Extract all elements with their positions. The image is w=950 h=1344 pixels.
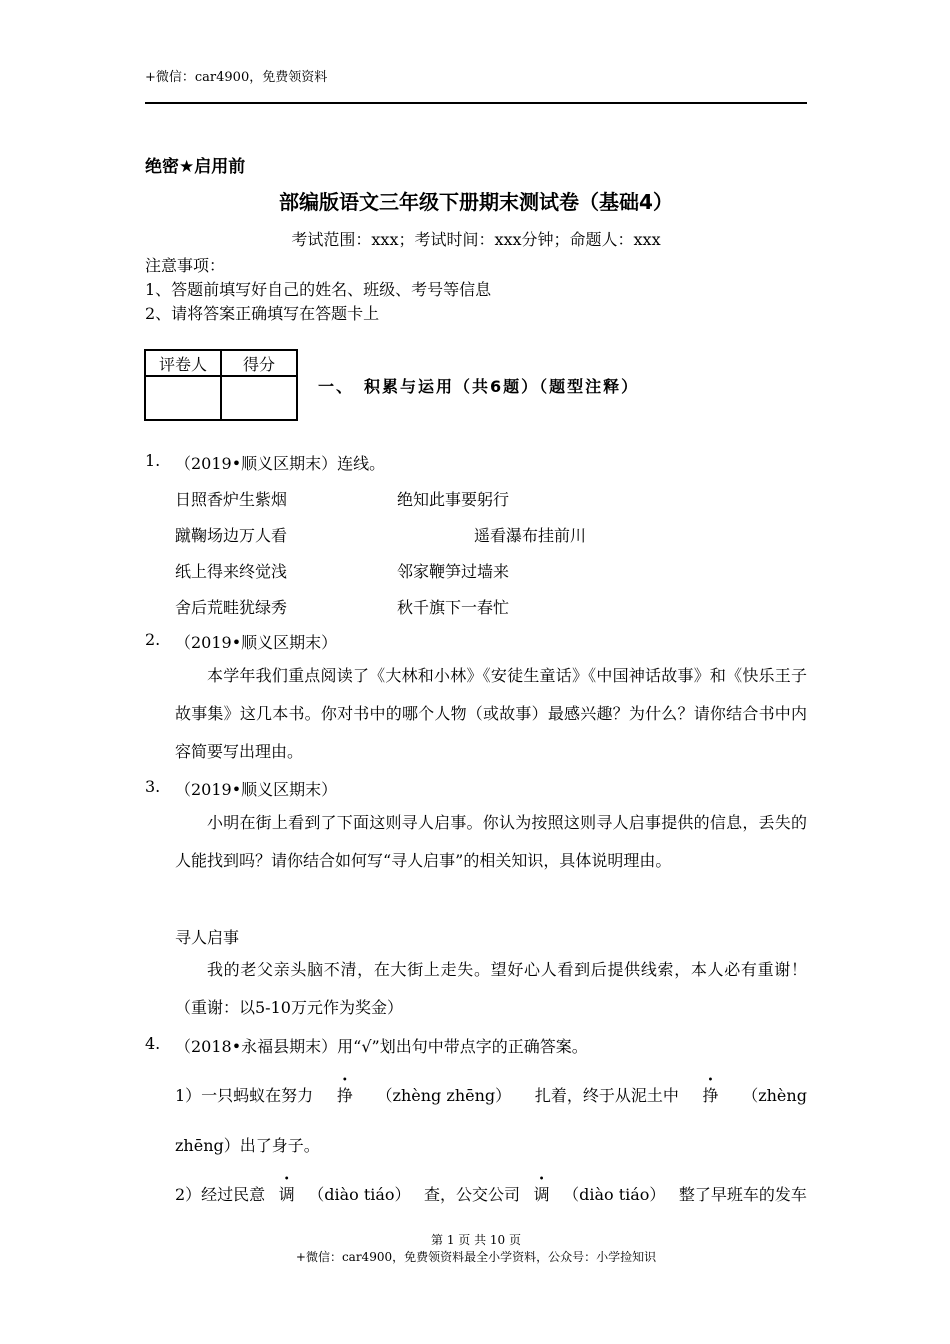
answer-options[interactable]: （zhèng zhēng） bbox=[376, 1086, 512, 1105]
q4-item2-suffix: 整了早班车的发车 bbox=[678, 1185, 807, 1204]
q4-item1-line2[interactable]: zhēng）出了身子。 bbox=[175, 1136, 320, 1155]
question-stem: （2019•顺义区期末） bbox=[175, 780, 338, 799]
emphasized-char: • 挣 bbox=[702, 1075, 719, 1105]
question-number: 3. bbox=[145, 777, 161, 796]
q4-item2-middle: 查，公交公司 bbox=[424, 1185, 521, 1204]
q4-item-1 bbox=[175, 1075, 807, 1106]
page-number: 第 1 页 共 10 页 bbox=[431, 1233, 521, 1247]
emphasis-dot-icon: • bbox=[707, 1075, 714, 1086]
answer-options[interactable]: （diào tiáo） bbox=[308, 1185, 411, 1204]
match-left-item: 纸上得来终觉浅 bbox=[175, 562, 288, 581]
match-right-item: 绝知此事要躬行 bbox=[397, 490, 510, 509]
match-left-item: 日照香炉生紫烟 bbox=[175, 490, 288, 509]
emphasized-char: • 挣 bbox=[336, 1075, 353, 1105]
exam-subtitle: 考试范围：xxx；考试时间：xxx分钟；命题人：xxx bbox=[291, 230, 661, 249]
score-table bbox=[144, 349, 298, 421]
match-left-item: 舍后荒畦犹绿秀 bbox=[175, 598, 288, 617]
q4-item-2 bbox=[175, 1174, 807, 1205]
question-body: 本学年我们重点阅读了《大林和小林》《安徒生童话》《中国神话故事》和《快乐王子故事集》这几本书。你对书中的哪个人物（或故事）最感兴趣？为什么？请你结合书中内容简要写出理由。 bbox=[175, 666, 807, 761]
emphasis-dot-icon: • bbox=[341, 1075, 348, 1086]
emphasized-char: • 调 bbox=[278, 1174, 295, 1204]
question-number: 1. bbox=[145, 451, 161, 470]
lost-notice-body: 我的老父亲头脑不清，在大街上走失。望好心人看到后提供线索，本人必有重谢！（重谢：以5-10万元作为奖金） bbox=[175, 960, 807, 1017]
question-body: 小明在街上看到了下面这则寻人启事。你认为按照这则寻人启事提供的信息，丢失的人能找到吗？请你结合如何写“寻人启事”的相关知识，具体说明理由。 bbox=[175, 813, 807, 870]
section-title: 一、 积累与运用（共6题）（题型注释） bbox=[318, 377, 640, 396]
match-left-item: 蹴鞠场边万人看 bbox=[175, 526, 288, 545]
q4-item2-prefix: 2）经过民意 bbox=[175, 1185, 266, 1204]
answer-options[interactable]: （diào tiáo） bbox=[563, 1185, 666, 1204]
question-stem: （2019•顺义区期末）连线。 bbox=[175, 454, 386, 473]
question-stem: （2019•顺义区期末） bbox=[175, 633, 338, 652]
secret-label: 绝密★启用前 bbox=[145, 157, 246, 177]
notice-title: 注意事项： bbox=[145, 256, 226, 275]
score-header-grader: 评卷人 bbox=[145, 350, 221, 376]
match-right-item: 邻家鞭笋过墙来 bbox=[397, 562, 510, 581]
lost-notice-title: 寻人启事 bbox=[175, 928, 240, 947]
page-title: 部编版语文三年级下册期末测试卷（基础4） bbox=[279, 190, 673, 214]
question-stem: （2018•永福县期末）用“√”划出句中带点字的正确答案。 bbox=[175, 1037, 588, 1056]
score-header-score: 得分 bbox=[221, 350, 297, 376]
q4-item1-middle: 扎着，终于从泥土中 bbox=[534, 1086, 679, 1105]
score-cell[interactable] bbox=[221, 376, 297, 420]
answer-options[interactable]: （zhèng bbox=[742, 1086, 807, 1105]
grader-cell[interactable] bbox=[145, 376, 221, 420]
notice-item: 1、答题前填写好自己的姓名、班级、考号等信息 bbox=[145, 280, 492, 299]
emphasis-dot-icon: • bbox=[283, 1174, 290, 1185]
notice-item: 2、请将答案正确填写在答题卡上 bbox=[145, 304, 380, 323]
emphasis-dot-icon: • bbox=[538, 1174, 545, 1185]
footer-note: +微信：car4900，免费领资料最全小学资料，公众号：小学捡知识 bbox=[295, 1250, 657, 1264]
q4-item1-prefix: 1）一只蚂蚁在努力 bbox=[175, 1086, 314, 1105]
header-note: +微信：car4900，免费领资料 bbox=[145, 70, 328, 85]
match-right-item: 秋千旗下一春忙 bbox=[397, 598, 510, 617]
emphasized-char: • 调 bbox=[533, 1174, 550, 1204]
match-right-item: 遥看瀑布挂前川 bbox=[474, 526, 587, 545]
question-number: 4. bbox=[145, 1034, 161, 1053]
header-divider bbox=[145, 102, 807, 104]
question-number: 2. bbox=[145, 630, 161, 649]
